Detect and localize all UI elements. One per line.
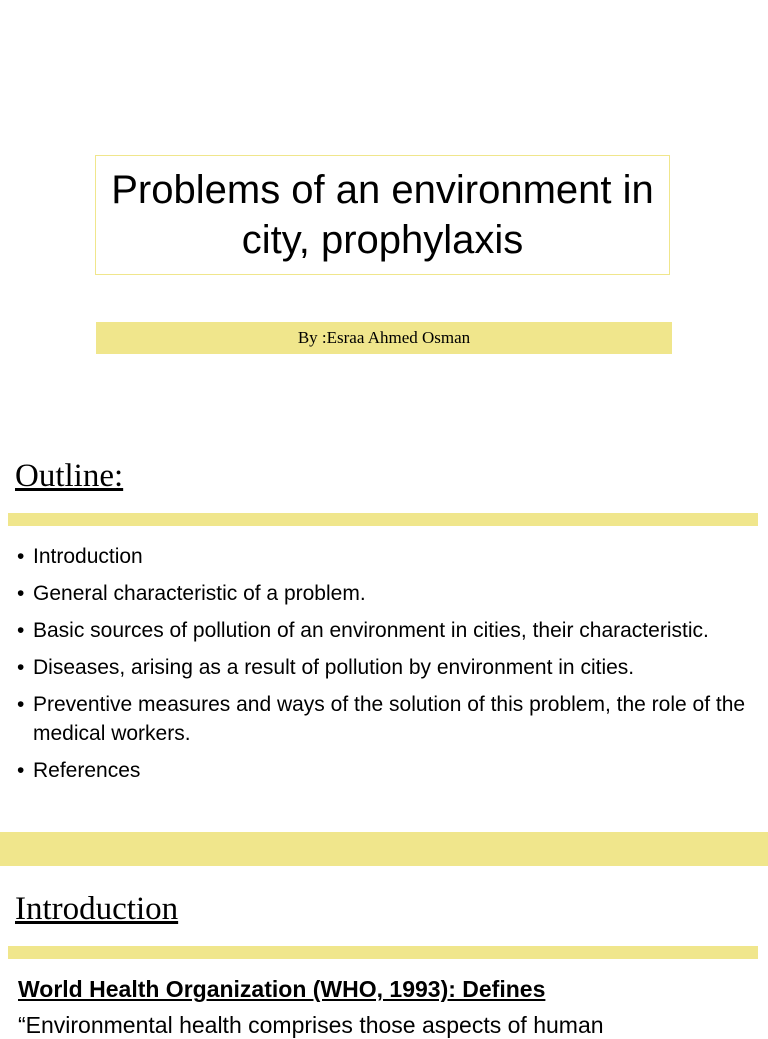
who-definition-heading: World Health Organization (WHO, 1993): Defines bbox=[18, 976, 546, 1002]
bullet-icon: • bbox=[17, 582, 25, 605]
list-item-text: Introduction bbox=[33, 545, 143, 568]
list-item bbox=[17, 756, 757, 785]
outline-heading: Outline: bbox=[15, 458, 124, 494]
title-box bbox=[95, 155, 670, 275]
author-bar bbox=[96, 322, 672, 354]
introduction-heading: Introduction bbox=[15, 891, 179, 927]
list-item bbox=[17, 653, 757, 682]
bullet-icon: • bbox=[17, 693, 25, 716]
bullet-icon: • bbox=[17, 619, 25, 642]
bullet-icon: • bbox=[17, 656, 25, 679]
list-item bbox=[17, 542, 757, 571]
slide-title: Problems of an environment in city, prophylaxis bbox=[111, 168, 654, 262]
introduction-divider bbox=[8, 946, 758, 959]
bullet-icon: • bbox=[17, 759, 25, 782]
bullet-icon: • bbox=[17, 545, 25, 568]
outline-list bbox=[17, 542, 757, 793]
list-item-text: Preventive measures and ways of the solution of this problem, the role of the medical workers. bbox=[33, 693, 746, 745]
list-item bbox=[17, 579, 757, 608]
list-item bbox=[17, 616, 757, 645]
definition-quote-text: “Environmental health comprises those aspects of human bbox=[18, 1012, 604, 1038]
list-item-text: Basic sources of pollution of an environment in cities, their characteristic. bbox=[33, 619, 709, 642]
slide-separator-band bbox=[0, 832, 768, 866]
list-item-text: Diseases, arising as a result of pollution by environment in cities. bbox=[33, 656, 635, 679]
list-item-text: References bbox=[33, 759, 141, 782]
list-item bbox=[17, 690, 757, 748]
author-name: By :Esraa Ahmed Osman bbox=[297, 328, 471, 347]
list-item-text: General characteristic of a problem. bbox=[33, 582, 366, 605]
outline-divider bbox=[8, 513, 758, 526]
